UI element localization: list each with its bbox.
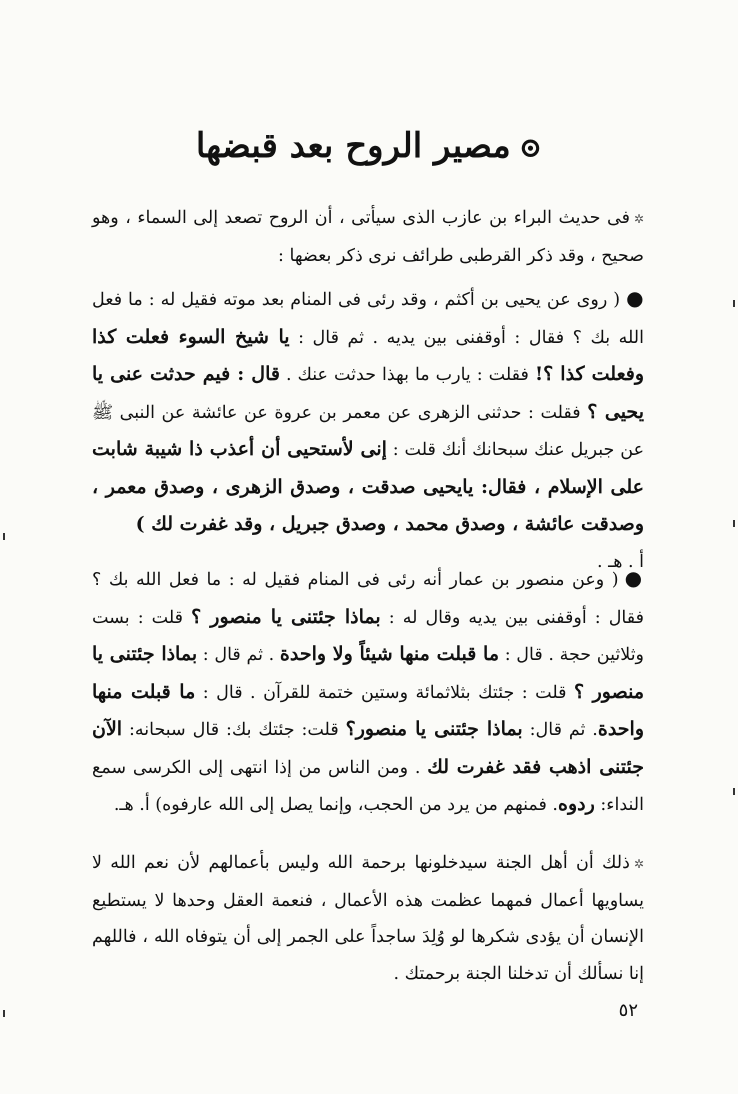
story1-bold-2: قال : فيم حدثت عنى يا يحيى ؟ — [92, 363, 644, 423]
story-yahya-paragraph — [92, 280, 644, 580]
story1-bold-1: يا شيخ السوء فعلت كذا وفعلت كذا ؟! — [92, 325, 645, 385]
story2-bold-7: ردوه — [558, 793, 595, 815]
scan-speck — [733, 788, 735, 795]
story2-text-7: . ومن الناس من إذا انتهى إلى الكرسى سمع النداء: — [92, 757, 644, 815]
story2-bold-5: بماذا جئتنى يا منصور؟ — [345, 718, 523, 740]
scan-speck — [733, 300, 735, 307]
story2-text-3: . ثم قال : — [197, 645, 280, 665]
scan-speck — [733, 520, 735, 527]
circle-dot-icon: ⊙ — [518, 131, 543, 164]
story2-text-6: قلت: جئتك بك: قال سبحانه: — [122, 720, 346, 740]
story2-bold-4: ما قبلت منها واحدة — [92, 680, 645, 740]
asterisk-icon: ✲ — [633, 857, 644, 871]
story2-text-4: قلت : جئتك بثلاثمائة وستين ختمة للقرآن . قال : — [195, 682, 574, 703]
story1-text-2: فقلت : يارب ما بهذا حدثت عنك . — [279, 365, 535, 385]
story1-text-3: فقلت : حدثنى الزهرى عن معمر بن عروة عن عائشة عن النبى ﷺ عن جبريل عنك سبحانك أنك قلت : — [92, 402, 645, 460]
page-title — [0, 122, 738, 172]
story2-bold-1: بماذا جئتنى يا منصور ؟ — [191, 605, 381, 628]
asterisk-icon: ✲ — [633, 212, 644, 226]
bullet-icon: ● — [626, 286, 644, 310]
story-mansour-paragraph — [92, 560, 644, 824]
story2-text-8: . فمنهم من يرد من الحجب، وإنما يصل إلى الله عارفوه) أ. هـ. — [113, 795, 558, 815]
story1-text-1: ( روى عن يحيى بن أكثم ، وقد رئى فى المنام بعد موته فقيل له : ما فعل الله بك ؟ فقال : أوقفنى بين يديه . ثم قال : — [92, 290, 644, 348]
title-text: مصير الروح بعد قبضها — [195, 126, 511, 166]
intro-text: فى حديث البراء بن عازب الذى سيأتى ، أن الروح تصعد إلى السماء ، وهو صحيح ، وقد ذكر القرطبى طرائف نرى ذكر بعضها : — [92, 208, 644, 266]
closing-paragraph — [92, 845, 644, 992]
bullet-icon: ● — [624, 566, 644, 590]
intro-paragraph — [92, 200, 644, 274]
story1-bold-3: إنى لأستحيى أن أعذب ذا شيبة شابت على الإسلام ، فقال: يايحيى صدقت ، وصدق الزهرى ، وصدق معمر ، وصدقت عائشة ، وصدق محمد ، وصدق جبريل ، وقد غفرت لك ) — [92, 438, 644, 535]
story1-end: أ . هـ . — [596, 551, 644, 572]
story2-bold-3: بماذا جئتنى يا منصور ؟ — [92, 643, 645, 703]
scan-speck — [3, 533, 5, 540]
story2-text-1: ( وعن منصور بن عمار أنه رئى فى المنام فقيل له : ما فعل الله بك ؟ فقال : أوقفنى بين يديه وقال له : — [92, 570, 644, 628]
story2-bold-2: ما قبلت منها شيئاً ولا واحدة — [279, 643, 500, 665]
closing-text: ذلك أن أهل الجنة سيدخلونها برحمة الله وليس بأعمالهم لأن نعم الله لا يساويها أعمال فمهما عظمت هذه الأعمال ، فنعمة العقل وحدها لا يستطيع الإنسان أن يؤدى شكرها لو وُلِدَ ساجداً على الجمر إلى أن يتوفاه الله ، فاللهم إنا نسألك أن تدخلنا الجنة برحمتك . — [92, 853, 644, 984]
story2-text-2: قلت : بست وثلاثين حجة . قال : — [92, 607, 645, 665]
page-number: ٥٢ — [618, 1000, 638, 1021]
story2-text-5: . ثم قال: — [522, 720, 598, 740]
story2-bold-6: الآن جئتنى اذهب فقد غفرت لك — [92, 718, 644, 778]
scan-speck — [3, 1010, 5, 1017]
